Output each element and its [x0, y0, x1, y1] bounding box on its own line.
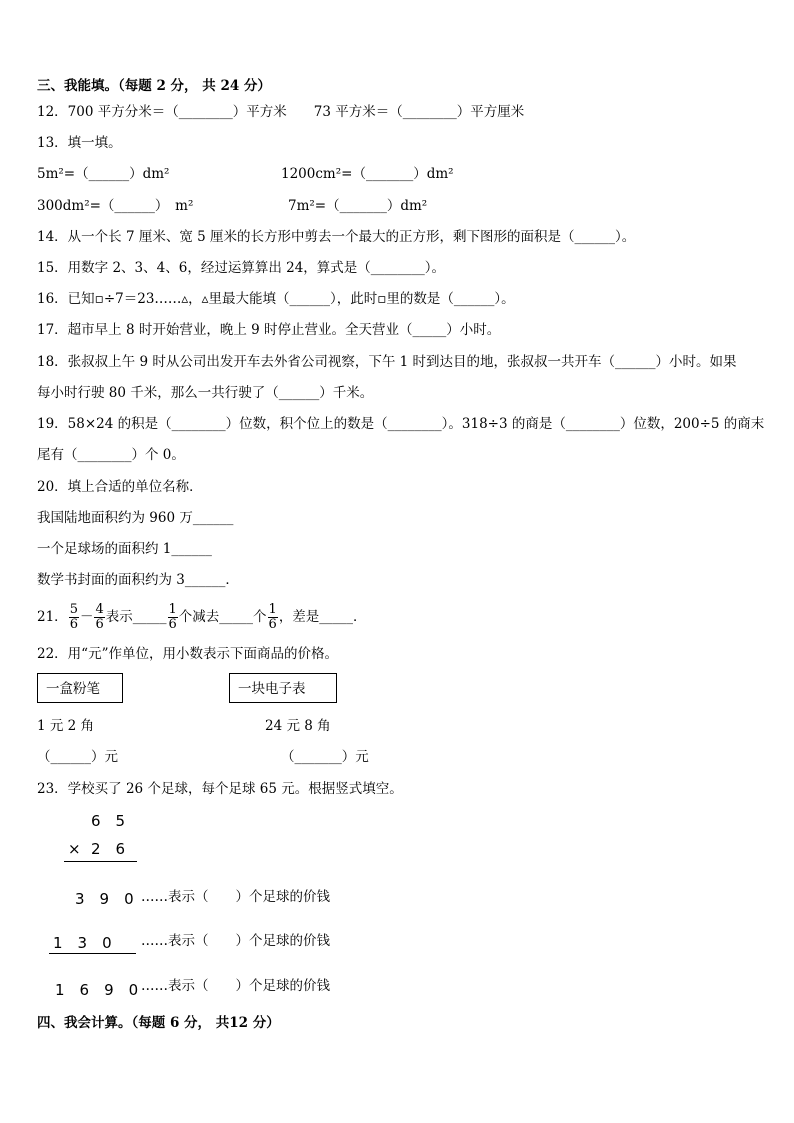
question-21-text-1: 表示_____: [105, 609, 167, 625]
fraction-1-6-b: $\frac{1}{6}$: [268, 602, 277, 632]
question-13-item-b: 1200cm²=（_______）dm²: [281, 166, 454, 182]
price-chalk: 1 元 2 角: [37, 718, 95, 734]
question-18-line-2: 每小时行驶 80 千米，那么一共行驶了（______）千米。: [37, 385, 374, 401]
question-15: 15．用数字 2、3、4、6，经过运算算出 24，算式是（________）。: [37, 260, 446, 276]
question-21-text-2: 个减去_____个: [178, 609, 267, 625]
item-box-chalk: 一盒粉笔: [37, 673, 123, 703]
question-13-item-a: 5m²=（______）dm²: [37, 166, 170, 182]
partial-product-1-note: ……表示（ ）个足球的价钱: [141, 889, 330, 905]
partial-product-1: 3 9 0: [75, 890, 134, 908]
multiplication-rule-2: [49, 953, 136, 954]
minus-sign: －: [79, 609, 94, 625]
question-18-line-1: 18．张叔叔上午 9 时从公司出发开车去外省公司视察，下午 1 时到达目的地，张叔叔一共开车（______）小时。如果: [37, 354, 737, 370]
question-19-line-1: 19．58×24 的积是（________）位数，积个位上的数是（________）。318÷3 的商是（________）位数，200÷5 的商末: [37, 416, 765, 432]
question-21-text-3: ，差是_____．: [278, 609, 367, 625]
question-12: 12．700 平方分米＝（________）平方米 73 平方米＝（________）平方厘米: [37, 104, 525, 120]
question-14: 14．从一个长 7 厘米、宽 5 厘米的长方形中剪去一个最大的正方形，剩下图形的面积是（______）。: [37, 229, 636, 245]
multiplier: 2 6: [91, 840, 126, 858]
question-16: 16．已知▫÷7＝23……▵，▵里最大能填（______），此时▫里的数是（______）。: [37, 291, 515, 307]
price-watch: 24 元 8 角: [265, 718, 331, 734]
final-product: 1 6 9 0: [55, 981, 139, 999]
question-13-item-d: 7m²=（_______）dm²: [288, 198, 428, 214]
item-box-watch: 一块电子表: [229, 673, 337, 703]
question-21: [37, 600, 367, 634]
question-21-prefix: 21．: [37, 609, 68, 625]
question-17: 17．超市早上 8 时开始营业，晚上 9 时停止营业。全天营业（_____）小时。: [37, 322, 501, 338]
question-19-line-2: 尾有（________）个 0。: [37, 447, 185, 463]
answer-chalk: （______）元: [37, 749, 118, 765]
multiplicand: 6 5: [91, 812, 126, 830]
section-3-title: 三、我能填。（每题 2 分， 共 24 分）: [37, 78, 271, 94]
question-22-title: 22．用“元”作单位，用小数表示下面商品的价格。: [37, 646, 338, 662]
question-13-title: 13．填一填。: [37, 135, 122, 151]
answer-watch: （_______）元: [281, 749, 369, 765]
question-23-title: 23．学校买了 26 个足球，每个足球 65 元。根据竖式填空。: [37, 781, 403, 797]
section-4-title: 四、我会计算。（每题 6 分， 共12 分）: [37, 1015, 280, 1031]
multiplication-rule-1: [64, 861, 137, 862]
fraction-1-6-a: $\frac{1}{6}$: [168, 602, 177, 632]
question-13-item-c: 300dm²=（______） m²: [37, 198, 194, 214]
question-20-title: 20．填上合适的单位名称．: [37, 479, 203, 495]
partial-product-2-note: ……表示（ ）个足球的价钱: [141, 933, 330, 949]
fraction-5-6: $\frac{5}{6}$: [69, 602, 78, 632]
fraction-4-6: $\frac{4}{6}$: [95, 602, 104, 632]
times-sign: ×: [68, 840, 81, 858]
question-20-item-c: 数学书封面的面积约为 3______．: [37, 572, 239, 588]
question-20-item-a: 我国陆地面积约为 960 万______: [37, 510, 234, 526]
partial-product-2: 1 3 0: [53, 934, 112, 952]
question-20-item-b: 一个足球场的面积约 1______: [37, 541, 212, 557]
final-product-note: ……表示（ ）个足球的价钱: [141, 978, 330, 994]
